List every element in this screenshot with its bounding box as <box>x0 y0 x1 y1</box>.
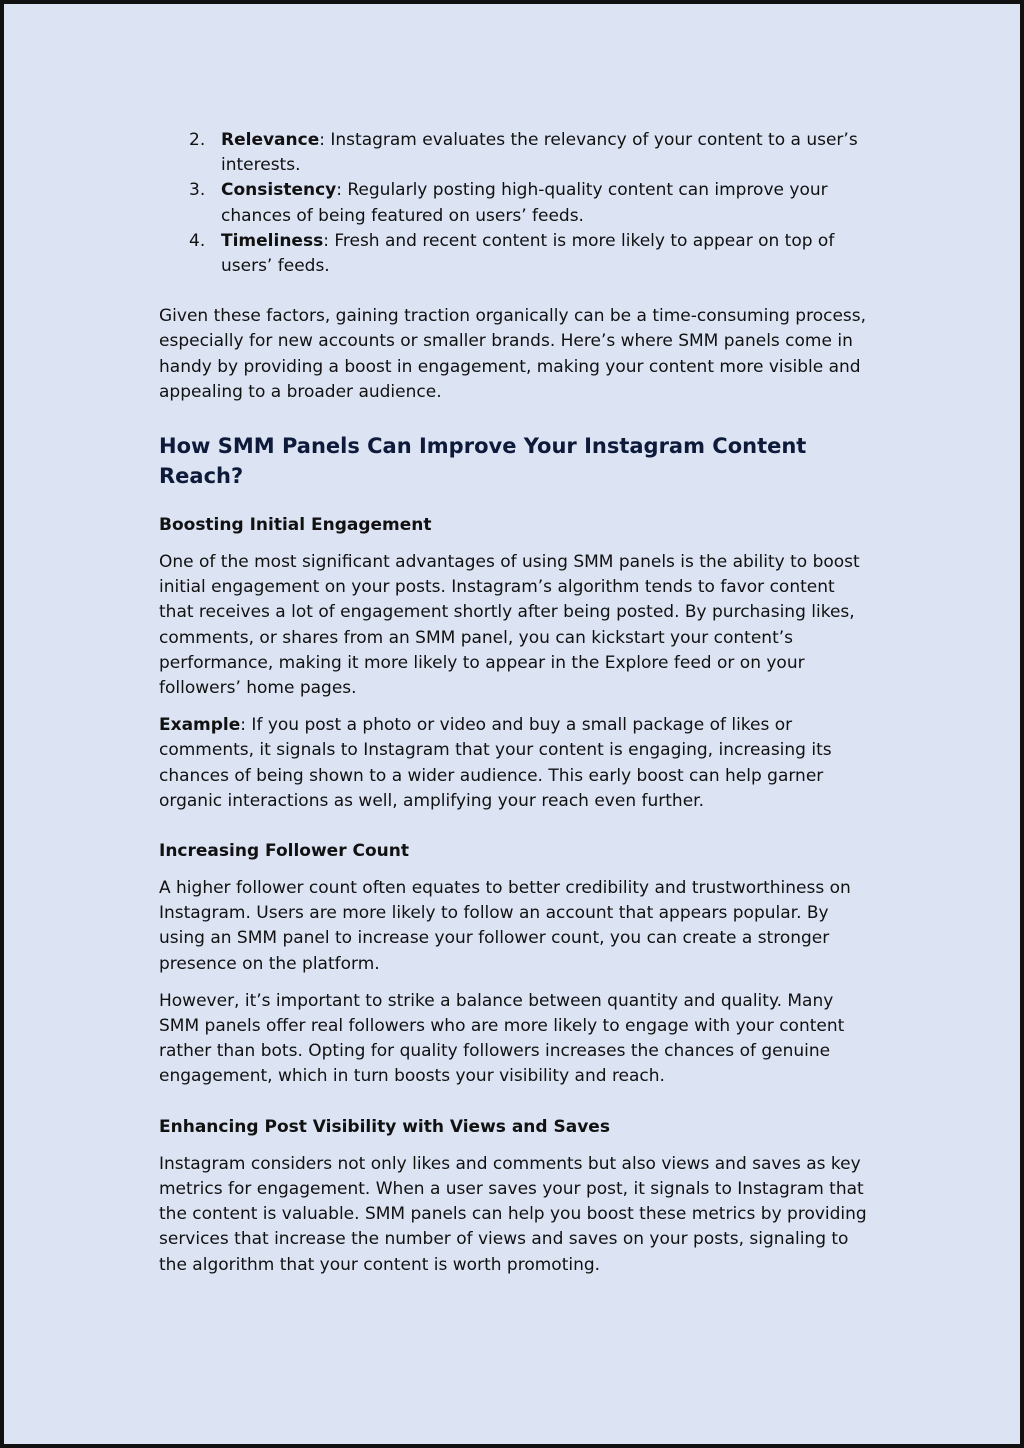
list-item-text: : Regularly posting high-quality content can improve your chances of being featured on users’ feeds. <box>221 180 828 226</box>
list-item-term: Relevance <box>221 130 320 150</box>
list-item-number: 4. <box>189 230 206 251</box>
list-item-text: : Fresh and recent content is more likely to appear on top of users’ feeds. <box>221 230 835 277</box>
intro-paragraph: Given these factors, gaining traction organically can be a time-consuming process, especially for new accounts or smaller brands. Here’s where SMM panels come in handy by providing a boost in engagement, making your content more visible and appealing to a broader audience. <box>159 306 867 402</box>
ranking-factors-list <box>159 128 874 279</box>
visibility-paragraph: Instagram considers not only likes and comments but also views and saves as key metrics for engagement. When a user saves your post, it signals to Instagram that the content is valuable. SMM panels can help you boost these metrics by providing services that increase the number of views and saves on your posts, signaling to the algorithm that your content is worth promoting. <box>159 1153 867 1275</box>
section-heading-followers: Increasing Follower Count <box>159 841 409 862</box>
article-body <box>159 128 874 1278</box>
list-item-term: Timeliness <box>221 230 324 251</box>
list-item <box>159 128 874 178</box>
boosting-paragraph: One of the most significant advantages of using SMM panels is the ability to boost initial engagement on your posts. Instagram’s algorithm tends to favor content that receives a lot of engagement shortly after being posted. By purchasing likes, comments, or shares from an SMM panel, you can kickstart your content’s performance, making it more likely to appear in the Explore feed or on your followers’ home pages. <box>159 552 860 699</box>
followers-paragraph-1: A higher follower count often equates to better credibility and trustworthiness on Instagram. Users are more likely to follow an account that appears popular. By using an SMM panel to increase your follower count, you can create a stronger presence on the platform. <box>159 878 851 974</box>
example-label: Example <box>159 715 241 736</box>
example-paragraph <box>159 713 874 814</box>
example-text: : If you post a photo or video and buy a small package of likes or comments, it signals to Instagram that your content is engaging, increasing its chances of being shown to a wider audience. This early boost can help garner organic interactions as well, amplifying your reach even further. <box>159 715 832 811</box>
main-heading: How SMM Panels Can Improve Your Instagram Content Reach? <box>159 434 807 489</box>
list-item-term: Consistency <box>221 180 337 201</box>
list-item-text: : Instagram evaluates the relevancy of your content to a user’s interests. <box>221 130 858 176</box>
list-item <box>159 229 874 279</box>
list-item <box>159 178 874 228</box>
list-item-number: 2. <box>189 130 206 150</box>
list-item-number: 3. <box>189 180 206 201</box>
followers-paragraph-2: However, it’s important to strike a balance between quantity and quality. Many SMM panels offer real followers who are more likely to engage with your content rather than bots. Opting for quality followers increases the chances of genuine engagement, which in turn boosts your visibility and reach. <box>159 990 845 1087</box>
section-heading-visibility: Enhancing Post Visibility with Views and Saves <box>159 1116 610 1137</box>
section-heading-boosting: Boosting Initial Engagement <box>159 515 432 536</box>
